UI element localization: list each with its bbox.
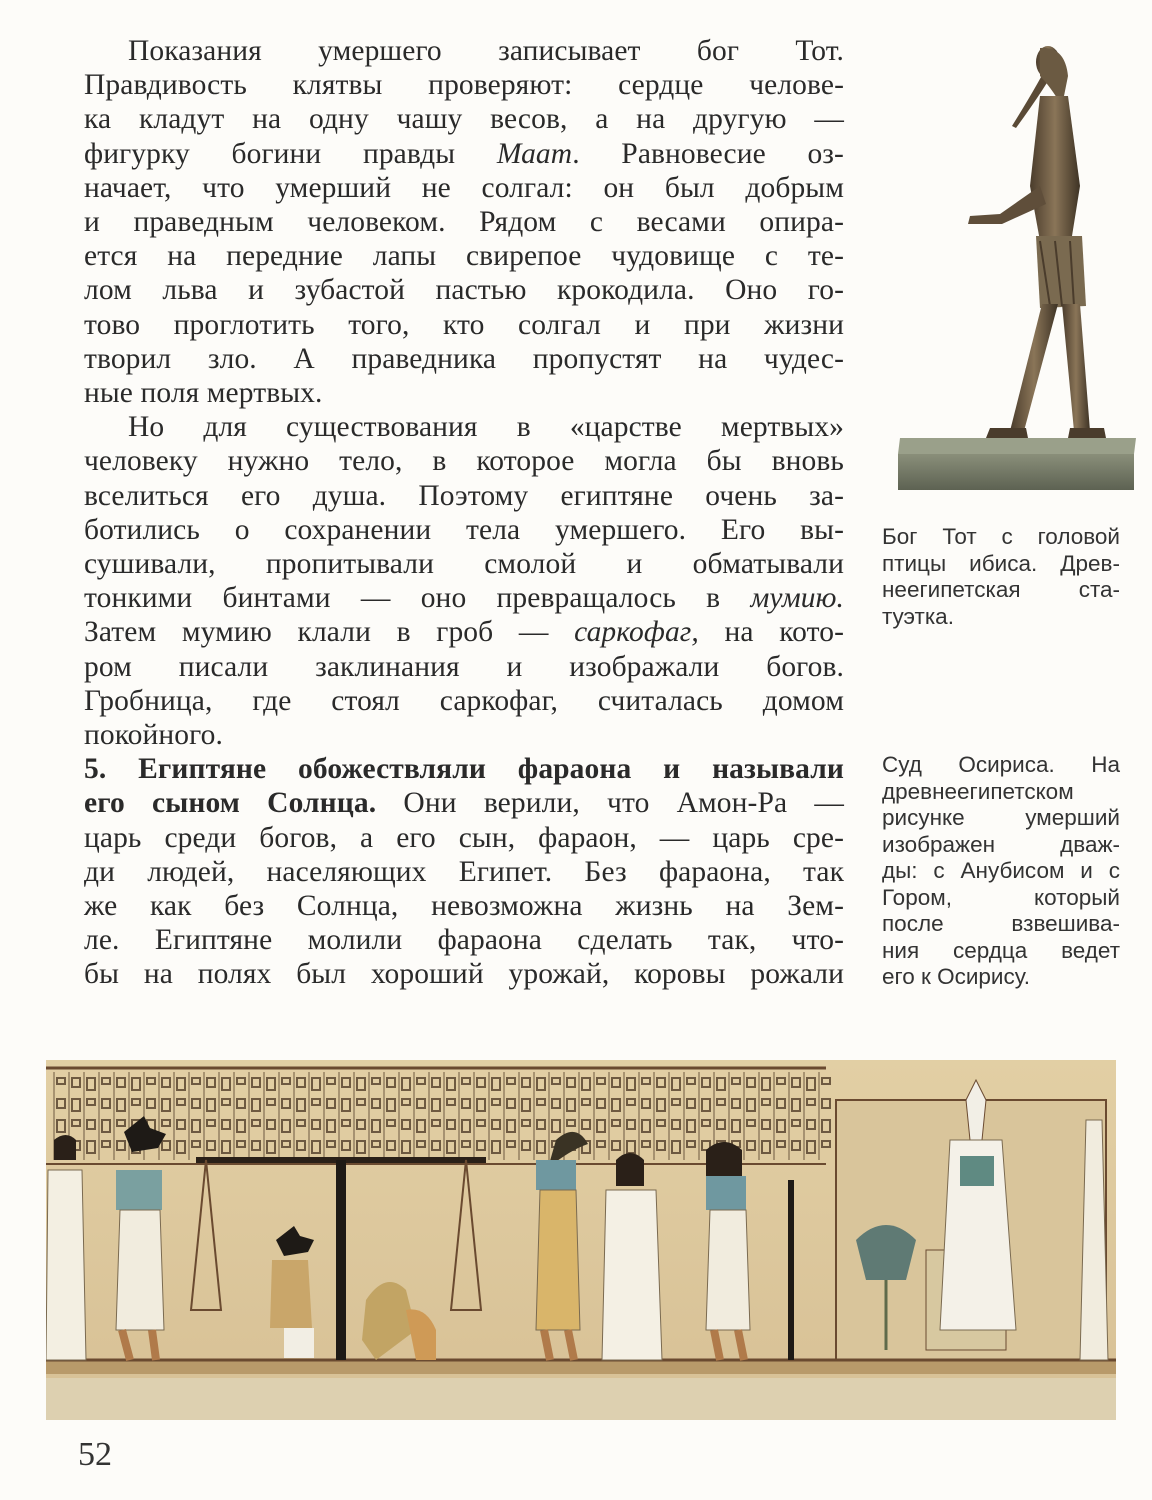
paragraph-2: Но для существования в «царстве мертвых» человеку нужно тело, в которое могла бы вновь вселиться его душа. Поэтому египтяне очень за- ботились о сохранении тела умершего. Его вы- сушивали, пропитывали смолой и обматывали тонкими бинтами — оно превращалось в мумию. Затем мумию клали в гроб — саркофаг, на кото- ром писали заклинания и изображали богов. Гробница, где стоял саркофаг, считалась домом покойного. (84, 411, 844, 752)
papyrus-caption: Суд Осириса. На древнеегипетском рисунке умерший изображен дваж- ды: с Анубисом и с Гором, который после взвешива- ния сердца ведет его к Осирису. (882, 752, 1120, 989)
judgment-of-osiris-image (46, 1060, 1116, 1420)
paragraph-3: 5. Египтяне обожествляли фараона и называли его сыном Солнца. Они верили, что Амон-Ра — царь среди богов, а его сын, фараон, — царь сре- ди людей, населяющих Египет. Без фараона, так же как без Солнца, невозможна жизнь на Зем- ле. Египтяне молили фараона сделать так, что- бы на полях был хороший урожай, коровы рожали (84, 753, 844, 991)
term-mummy: мумию. (750, 582, 844, 615)
page-number: 52 (78, 1436, 112, 1473)
statue-caption: Бог Тот с головой птицы ибиса. Древ- неегипетская ста- туэтка. (882, 524, 1120, 629)
paragraph-1: Показания умершего записывает бог Тот. Правдивость клятвы проверяют: сердце челове- ка кладут на одну чашу весов, а на другую — фигурку богини правды Маат. Равновесие оз- начает, что умерший не солгал: он был добрым и праведным человеком. Рядом с весами опира- ется на передние лапы свирепое чудовище с те- лом льва и зубастой пастью крокодила. Оно го- тово проглотить того, кто солгал и при жизни творил зло. А праведника пропустят на чудес- ные поля мертвых. (84, 35, 844, 410)
thoth-statuette-image (890, 36, 1140, 500)
term-sarcophagus: саркофаг, (574, 616, 699, 649)
section-heading: 5. Египтяне обожествляли фараона и называли (84, 753, 844, 786)
term-maat: Маат (496, 137, 573, 170)
main-text (84, 34, 844, 992)
